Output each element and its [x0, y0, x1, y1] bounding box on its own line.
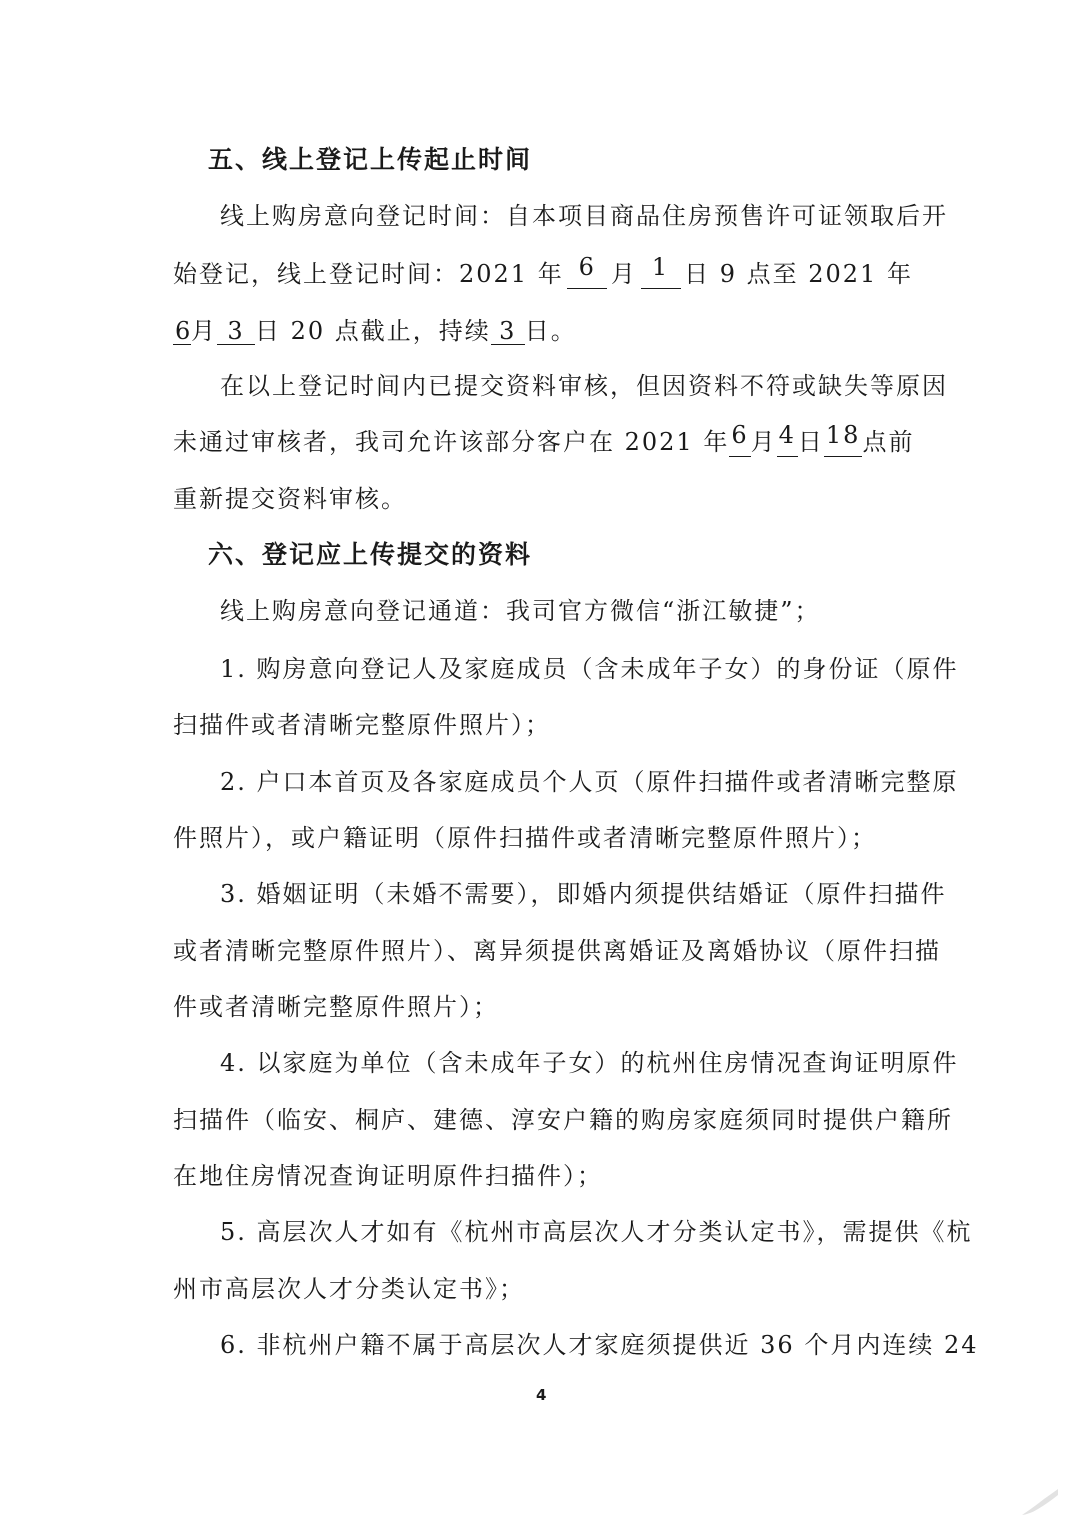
- text-segment: 月: [191, 317, 217, 345]
- underlined-day: 1: [641, 254, 681, 289]
- item2-line2: 件照片），或户籍证明（原件扫描件或者清晰完整原件照片）；: [173, 824, 877, 852]
- item5-line2: 州市高层次人才分类认定书》；: [173, 1275, 525, 1303]
- section6-heading: 六、登记应上传提交的资料: [208, 540, 533, 569]
- item4-line3: 在地住房情况查询证明原件扫描件）；: [173, 1162, 603, 1190]
- text-segment: 日。: [524, 317, 577, 345]
- text-segment: 点前: [862, 428, 915, 456]
- item5-line1: 5. 高层次人才如有《杭州市高层次人才分类认定书》，需提供《杭: [220, 1218, 973, 1246]
- section6-intro: 线上购房意向登记通道：我司官方微信“浙江敏捷”；: [220, 597, 821, 625]
- item4-line2: 扫描件（临安、桐庐、建德、淳安户籍的购房家庭须同时提供户籍所: [173, 1106, 953, 1134]
- section5-p1-line2: [173, 254, 913, 289]
- section5-heading: 五、线上登记上传起止时间: [208, 145, 533, 174]
- item6-line1: 6. 非杭州户籍不属于高层次人才家庭须提供近 36 个月内连续 24: [220, 1331, 979, 1359]
- item3-line3: 件或者清晰完整原件照片）；: [173, 993, 499, 1021]
- section5-p2-line1: 在以上登记时间内已提交资料审核，但因资料不符或缺失等原因: [220, 372, 948, 400]
- underlined-month: 6: [729, 422, 750, 457]
- item3-line2: 或者清晰完整原件照片）、离异须提供离婚证及离婚协议（原件扫描: [173, 937, 941, 965]
- scan-stain: [1020, 1487, 1060, 1517]
- item4-line1: 4. 以家庭为单位（含未成年子女）的杭州住房情况查询证明原件: [220, 1049, 959, 1077]
- underlined-month: 6: [175, 317, 193, 345]
- text-segment: 日 9 点至 2021 年: [684, 260, 913, 288]
- text-segment: 月: [750, 428, 777, 456]
- text-segment: 未通过审核者，我司允许该部分客户在 2021 年: [173, 428, 730, 456]
- item1-line2: 扫描件或者清晰完整原件照片）；: [173, 711, 551, 739]
- underlined-day: 3: [217, 318, 255, 345]
- text-segment: 月: [610, 260, 637, 288]
- section5-p1-line3: [173, 311, 577, 346]
- section5-p2-line2: [173, 422, 913, 457]
- text-segment: 始登记，线上登记时间：2021 年: [173, 260, 564, 288]
- section5-p1-line1: 线上购房意向登记时间：自本项目商品住房预售许可证领取后开: [220, 202, 948, 230]
- underlined-day: 4: [777, 422, 798, 457]
- section5-p2-line3: 重新提交资料审核。: [173, 485, 407, 513]
- text-segment: 日: [797, 428, 824, 456]
- item3-line1: 3. 婚姻证明（未婚不需要），即婚内须提供结婚证（原件扫描件: [220, 880, 947, 908]
- text-segment: 日 20 点截止，持续: [255, 317, 491, 345]
- item1-line1: 1. 购房意向登记人及家庭成员（含未成年子女）的身份证（原件: [220, 655, 959, 683]
- underlined-duration: 3: [491, 318, 525, 345]
- item2-line1: 2. 户口本首页及各家庭成员个人页（原件扫描件或者清晰完整原: [220, 768, 959, 796]
- page-number: 4: [536, 1386, 547, 1404]
- underlined-hour: 18: [824, 422, 863, 457]
- underlined-month: 6: [567, 254, 607, 289]
